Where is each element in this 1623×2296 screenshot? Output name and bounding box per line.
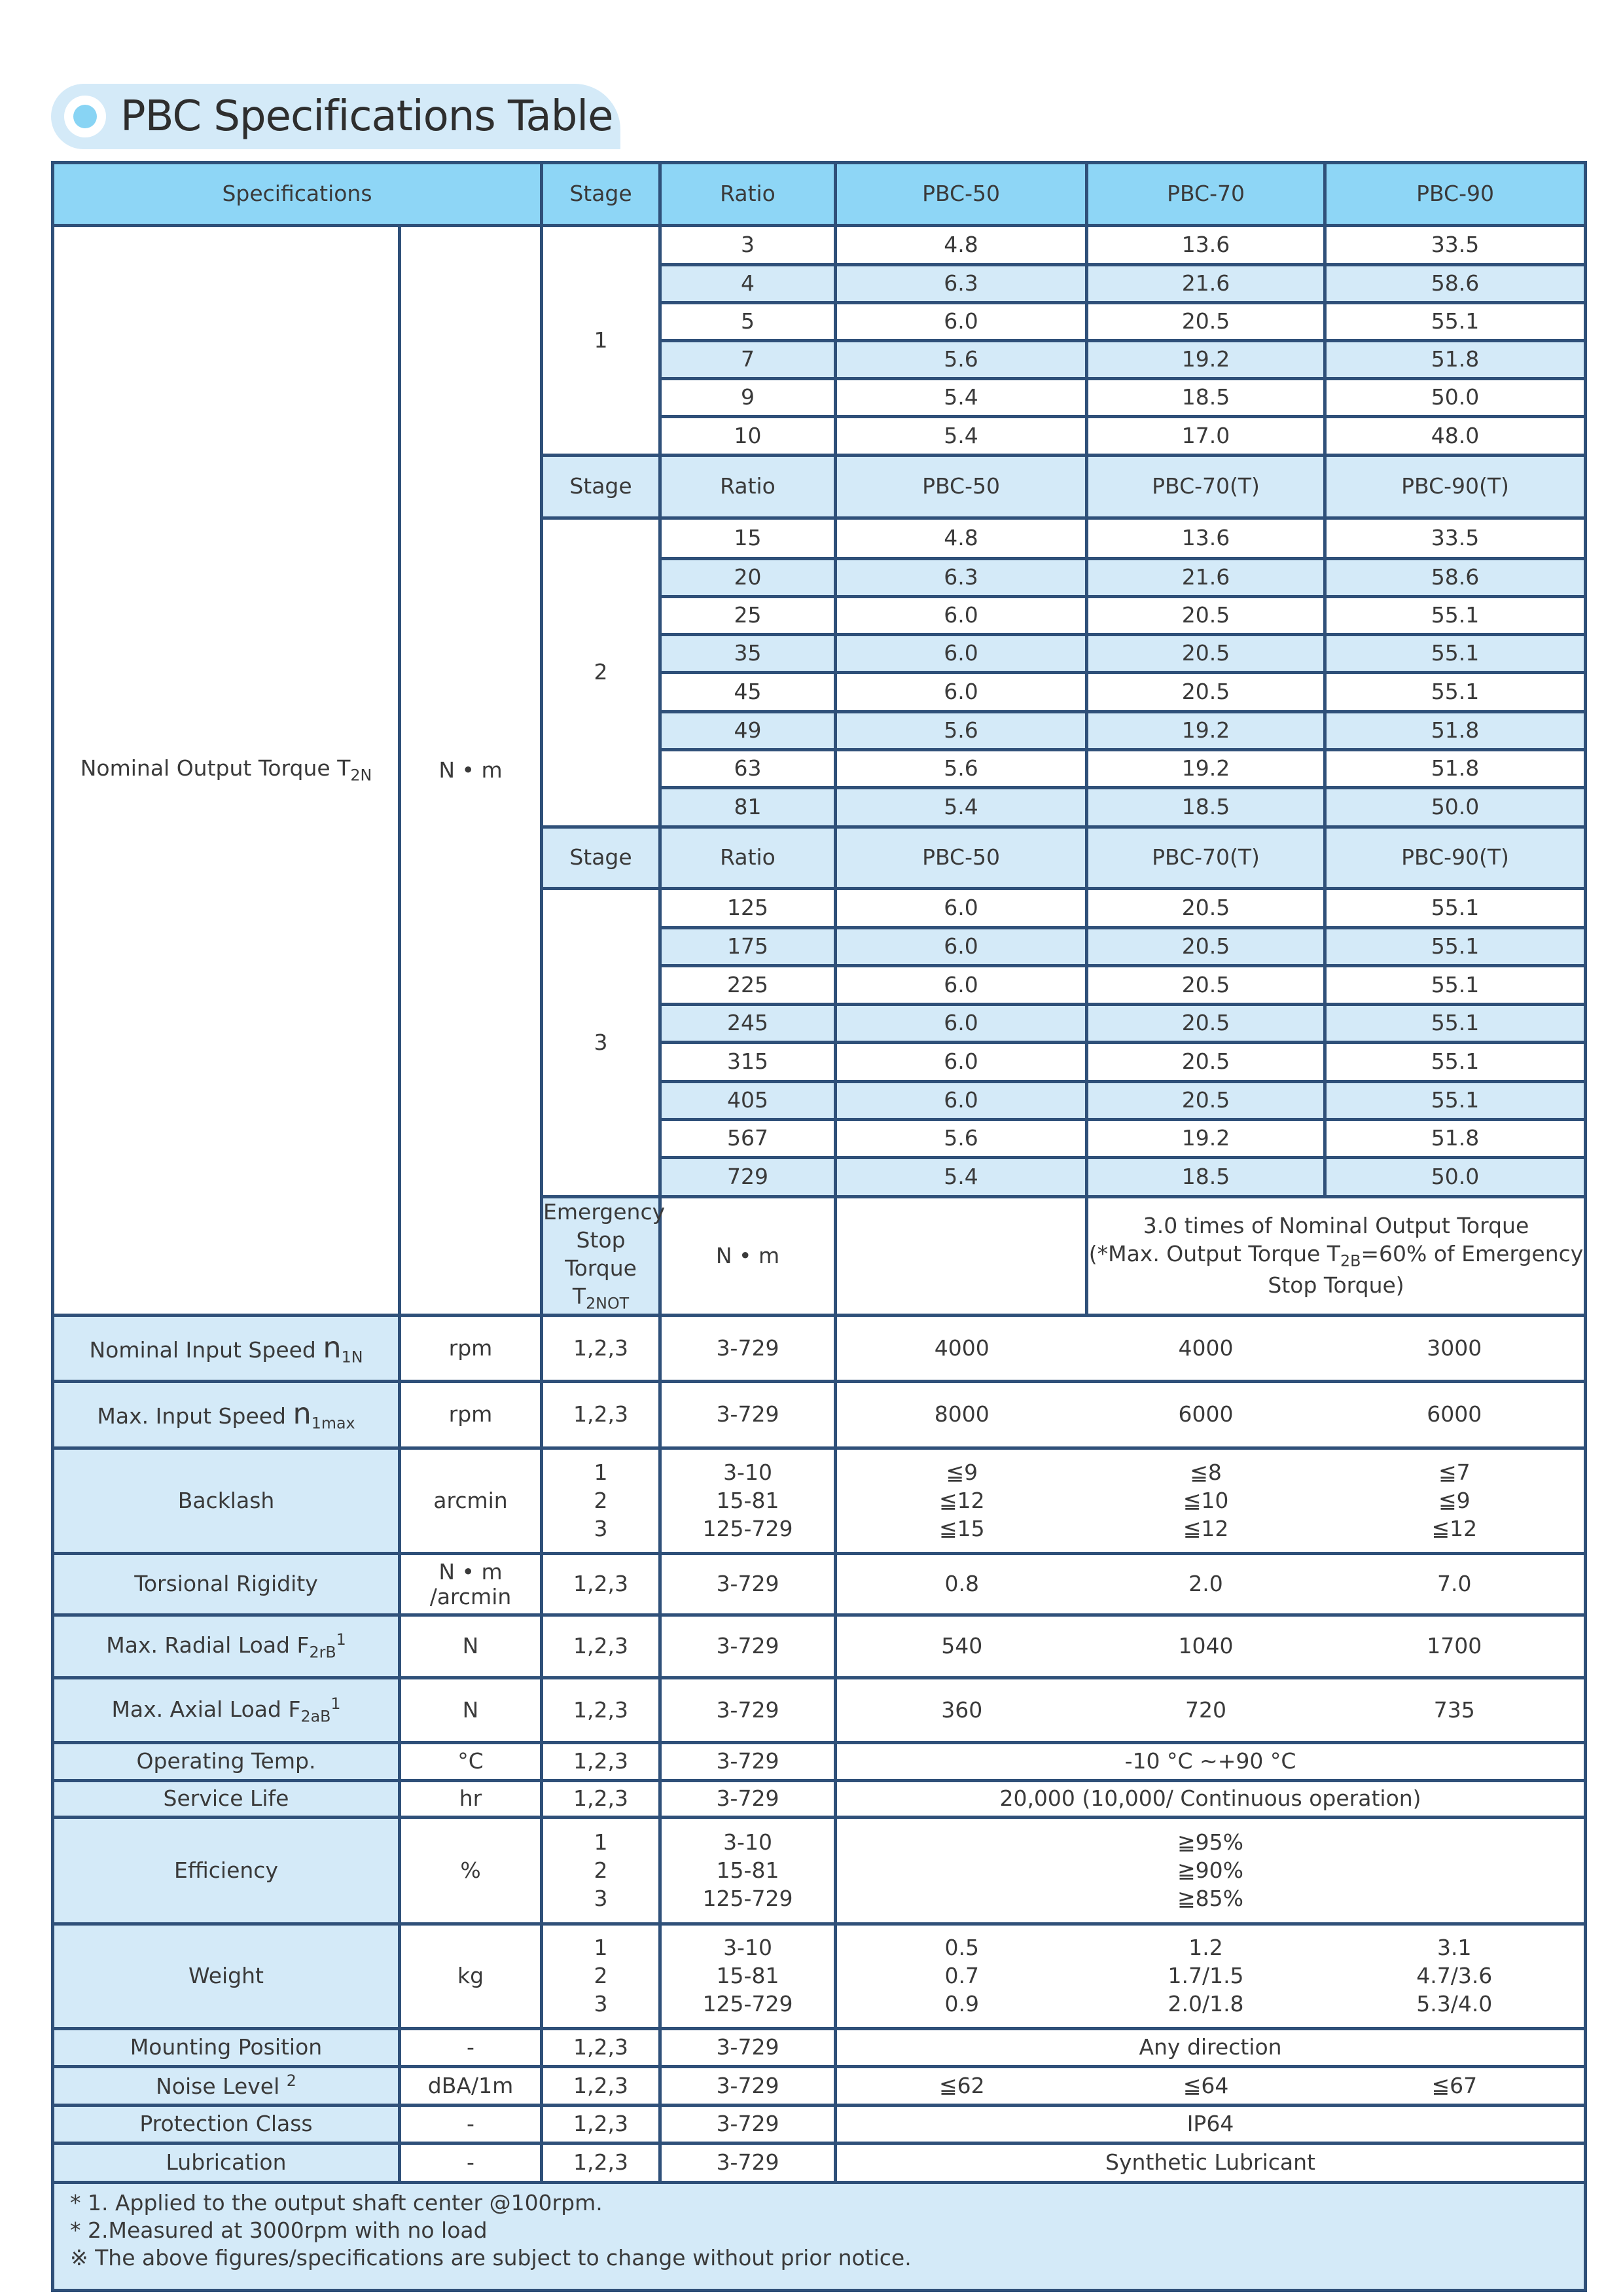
unit-cell: °C — [400, 1743, 542, 1781]
value-cell: -10 °C ~+90 °C — [836, 1743, 1586, 1781]
table-row-weight — [53, 1924, 1586, 2029]
value-cell: 0.8 — [836, 1554, 1087, 1615]
spec-label-backlash: Backlash — [53, 1448, 400, 1554]
table-notes-row — [53, 2183, 1586, 2291]
value-cell: 51.8 — [1325, 750, 1586, 788]
table-row-nominal-input-speed — [53, 1316, 1586, 1382]
ratio-cell: 315 — [660, 1043, 836, 1082]
ratio-cell: 405 — [660, 1082, 836, 1120]
stage-cell: 1 — [542, 226, 660, 456]
unit-cell: - — [400, 2029, 542, 2067]
value-cell: ≦62 — [836, 2067, 1087, 2106]
ratio-cell: 3-729 — [660, 1678, 836, 1743]
table-row-service-life — [53, 1781, 1586, 1818]
ratio-cell: 3-729 — [660, 2144, 836, 2183]
spec-label-operating-temp: Operating Temp. — [53, 1743, 400, 1781]
value-list: 3.1 4.7/3.6 5.3/4.0 — [1325, 1924, 1586, 2029]
value-cell: 20.5 — [1087, 597, 1325, 635]
sub-header-stage: Stage — [542, 456, 660, 518]
value-cell: 5.4 — [836, 417, 1087, 456]
table-header-row — [53, 163, 1586, 226]
value-cell: 4000 — [1087, 1316, 1325, 1382]
value-list: 1.2 1.7/1.5 2.0/1.8 — [1087, 1924, 1325, 2029]
spec-label-weight: Weight — [53, 1924, 400, 2029]
ratio-cell: 3-729 — [660, 1615, 836, 1678]
ratio-cell: 3-729 — [660, 1554, 836, 1615]
spec-label-torsional-rigidity: Torsional Rigidity — [53, 1554, 400, 1615]
stage-cell: 1,2,3 — [542, 2144, 660, 2183]
value-cell: 55.1 — [1325, 966, 1586, 1005]
ratio-cell: 63 — [660, 750, 836, 788]
table-row-noise-level — [53, 2067, 1586, 2106]
spec-label-lubrication: Lubrication — [53, 2144, 400, 2183]
unit-cell: % — [400, 1818, 542, 1924]
ratio-cell: 9 — [660, 379, 836, 417]
value-cell: 20.5 — [1087, 303, 1325, 341]
unit-cell: N — [400, 1678, 542, 1743]
unit-cell: rpm — [400, 1316, 542, 1382]
table-row-protection-class — [53, 2106, 1586, 2144]
emergency-stop-value: 3.0 times of Nominal Output Torque (*Max. Output Torque $T_{2B}=60\%$ of Emergency Stop Torque) — [1087, 1197, 1586, 1316]
spec-label-noise-level: Noise Level $^2$ — [53, 2067, 400, 2106]
value-cell: 13.6 — [1087, 518, 1325, 559]
spec-label-max-input-speed: Max. Input Speed $n_{1max}$ — [53, 1382, 400, 1448]
value-cell: 5.6 — [836, 1120, 1087, 1158]
value-cell: 1040 — [1087, 1615, 1325, 1678]
ratio-cell: 125 — [660, 889, 836, 928]
stage-cell: 1,2,3 — [542, 1678, 660, 1743]
ratio-cell: 5 — [660, 303, 836, 341]
unit-cell: - — [400, 2106, 542, 2144]
value-cell: 55.1 — [1325, 303, 1586, 341]
header-model: PBC-90 — [1325, 163, 1586, 226]
value-list: ≦7 ≦9 ≦12 — [1325, 1448, 1586, 1554]
value-cell: 6000 — [1087, 1382, 1325, 1448]
spec-label-nominal-input-speed: Nominal Input Speed $n_{1N}$ — [53, 1316, 400, 1382]
ratio-cell: 3 — [660, 226, 836, 265]
value-cell: 6.0 — [836, 1005, 1087, 1043]
ratio-cell: 3-729 — [660, 2029, 836, 2067]
sub-header-model: PBC-50 — [836, 456, 1087, 518]
value-cell: 58.6 — [1325, 265, 1586, 303]
value-cell: 19.2 — [1087, 712, 1325, 750]
value-cell: 50.0 — [1325, 788, 1586, 827]
value-cell: 720 — [1087, 1678, 1325, 1743]
value-cell: 6.0 — [836, 303, 1087, 341]
value-cell: 6000 — [1325, 1382, 1586, 1448]
table-row-backlash — [53, 1448, 1586, 1554]
header-stage: Stage — [542, 163, 660, 226]
value-cell: Synthetic Lubricant — [836, 2144, 1586, 2183]
value-cell: 55.1 — [1325, 1082, 1586, 1120]
value-cell: 6.3 — [836, 559, 1087, 597]
value-cell: 2.0 — [1087, 1554, 1325, 1615]
header-model: PBC-70 — [1087, 163, 1325, 226]
value-cell: 55.1 — [1325, 597, 1586, 635]
value-list: ≧95% ≧90% ≧85% — [836, 1818, 1586, 1924]
sub-header-model: PBC-90(T) — [1325, 456, 1586, 518]
header-model: PBC-50 — [836, 163, 1087, 226]
ratio-cell: 3-729 — [660, 1781, 836, 1818]
value-cell: 5.6 — [836, 341, 1087, 379]
value-cell: 13.6 — [1087, 226, 1325, 265]
value-cell: 6.0 — [836, 597, 1087, 635]
stage-cell: 1,2,3 — [542, 2067, 660, 2106]
header-ratio: Ratio — [660, 163, 836, 226]
value-cell: 50.0 — [1325, 379, 1586, 417]
value-cell: IP64 — [836, 2106, 1586, 2144]
ratio-cell: 4 — [660, 265, 836, 303]
table-row-lubrication — [53, 2144, 1586, 2183]
table-row-efficiency — [53, 1818, 1586, 1924]
value-cell: 360 — [836, 1678, 1087, 1743]
unit-nominal-output-torque: N • m — [400, 226, 542, 1316]
value-cell: 6.0 — [836, 1043, 1087, 1082]
unit-cell: N • m — [660, 1197, 836, 1316]
footnote: * 2.Measured at 3000rpm with no load — [70, 2217, 488, 2244]
value-cell: 4000 — [836, 1316, 1087, 1382]
page-title: PBC Specifications Table — [120, 92, 613, 141]
stage-cell: 3 — [542, 889, 660, 1197]
unit-cell: N • m /arcmin — [400, 1554, 542, 1615]
sub-header-model: PBC-70(T) — [1087, 827, 1325, 889]
unit-cell: arcmin — [400, 1448, 542, 1554]
value-cell: 4.8 — [836, 226, 1087, 265]
value-cell: 1700 — [1325, 1615, 1586, 1678]
value-cell: 55.1 — [1325, 1005, 1586, 1043]
footnote: * 1. Applied to the output shaft center @100rpm. — [70, 2190, 603, 2216]
stage-cell — [836, 1197, 1087, 1316]
value-cell: 51.8 — [1325, 341, 1586, 379]
ratio-cell: 225 — [660, 966, 836, 1005]
value-cell: 55.1 — [1325, 1043, 1586, 1082]
stage-cell: 1,2,3 — [542, 1316, 660, 1382]
value-cell: 55.1 — [1325, 673, 1586, 712]
value-cell: 5.6 — [836, 712, 1087, 750]
spec-label-mounting-position: Mounting Position — [53, 2029, 400, 2067]
value-cell: 18.5 — [1087, 1158, 1325, 1197]
value-cell: 20.5 — [1087, 1082, 1325, 1120]
ratio-cell: 3-729 — [660, 1382, 836, 1448]
ratio-cell: 7 — [660, 341, 836, 379]
ratio-cell: 567 — [660, 1120, 836, 1158]
stage-list: 1 2 3 — [542, 1924, 660, 2029]
value-cell: 6.0 — [836, 928, 1087, 966]
specifications-table — [51, 161, 1587, 2292]
table-row-operating-temp — [53, 1743, 1586, 1781]
ratio-cell: 245 — [660, 1005, 836, 1043]
stage-list: 1 2 3 — [542, 1448, 660, 1554]
sub-header-model: PBC-50 — [836, 827, 1087, 889]
ratio-cell: 15 — [660, 518, 836, 559]
value-cell: 540 — [836, 1615, 1087, 1678]
value-cell: 6.0 — [836, 966, 1087, 1005]
value-list: 0.5 0.7 0.9 — [836, 1924, 1087, 2029]
stage-list: 1 2 3 — [542, 1818, 660, 1924]
value-cell: 20.5 — [1087, 635, 1325, 673]
value-cell: Any direction — [836, 2029, 1586, 2067]
value-cell: 58.6 — [1325, 559, 1586, 597]
ratio-cell: 25 — [660, 597, 836, 635]
value-list: ≦8 ≦10 ≦12 — [1087, 1448, 1325, 1554]
value-cell: 6.3 — [836, 265, 1087, 303]
stage-cell: 1,2,3 — [542, 1554, 660, 1615]
bullet-circle-icon — [64, 96, 106, 137]
spec-label-emergency-stop: Emergency Stop Torque $T_{2NOT}$ — [542, 1197, 660, 1316]
unit-cell: N — [400, 1615, 542, 1678]
value-cell: 55.1 — [1325, 889, 1586, 928]
stage-cell: 1,2,3 — [542, 1781, 660, 1818]
ratio-cell: 81 — [660, 788, 836, 827]
table-row-torsional-rigidity — [53, 1554, 1586, 1615]
value-cell: 3000 — [1325, 1316, 1586, 1382]
value-cell: 7.0 — [1325, 1554, 1586, 1615]
value-cell: 5.4 — [836, 379, 1087, 417]
value-cell: 5.4 — [836, 1158, 1087, 1197]
value-cell: 48.0 — [1325, 417, 1586, 456]
value-cell: 6.0 — [836, 889, 1087, 928]
ratio-cell: 45 — [660, 673, 836, 712]
sub-header-stage: Stage — [542, 827, 660, 889]
unit-cell: hr — [400, 1781, 542, 1818]
unit-cell: - — [400, 2144, 542, 2183]
stage-cell: 1,2,3 — [542, 2106, 660, 2144]
spec-label-axial-load: Max. Axial Load $F_{2aB}^1$ — [53, 1678, 400, 1743]
ratio-cell: 49 — [660, 712, 836, 750]
sub-header-ratio: Ratio — [660, 827, 836, 889]
unit-cell: rpm — [400, 1382, 542, 1448]
value-cell: 17.0 — [1087, 417, 1325, 456]
value-cell: 50.0 — [1325, 1158, 1586, 1197]
value-cell: 20.5 — [1087, 1005, 1325, 1043]
spec-label-radial-load: Max. Radial Load $F_{2rB}^1$ — [53, 1615, 400, 1678]
table-row — [53, 226, 1586, 265]
table-row-radial-load — [53, 1615, 1586, 1678]
value-cell: 8000 — [836, 1382, 1087, 1448]
ratio-cell: 10 — [660, 417, 836, 456]
sub-header-model: PBC-70(T) — [1087, 456, 1325, 518]
spec-label-nominal-output-torque: Nominal Output Torque $T_{2N}$ — [53, 226, 400, 1316]
value-cell: 19.2 — [1087, 341, 1325, 379]
footnote: ※ The above figures/specifications are subject to change without prior notice. — [70, 2245, 912, 2271]
value-cell: 5.6 — [836, 750, 1087, 788]
ratio-cell: 3-729 — [660, 2106, 836, 2144]
ratio-cell: 35 — [660, 635, 836, 673]
value-cell: 18.5 — [1087, 788, 1325, 827]
footnotes — [53, 2183, 1586, 2291]
value-cell: 5.4 — [836, 788, 1087, 827]
header-specifications: Specifications — [53, 163, 542, 226]
stage-cell: 1,2,3 — [542, 1743, 660, 1781]
ratio-cell: 729 — [660, 1158, 836, 1197]
value-cell: 20.5 — [1087, 928, 1325, 966]
value-cell: 20.5 — [1087, 673, 1325, 712]
table-row-axial-load — [53, 1678, 1586, 1743]
value-cell: 21.6 — [1087, 265, 1325, 303]
unit-cell: dBA/1m — [400, 2067, 542, 2106]
ratio-cell: 175 — [660, 928, 836, 966]
value-cell: ≦67 — [1325, 2067, 1586, 2106]
value-cell: 19.2 — [1087, 750, 1325, 788]
ratio-cell: 20 — [660, 559, 836, 597]
value-cell: 20.5 — [1087, 1043, 1325, 1082]
sub-header-ratio: Ratio — [660, 456, 836, 518]
value-cell: 20.5 — [1087, 966, 1325, 1005]
unit-cell: kg — [400, 1924, 542, 2029]
ratio-list: 3-10 15-81 125-729 — [660, 1448, 836, 1554]
value-cell: 4.8 — [836, 518, 1087, 559]
ratio-list: 3-10 15-81 125-729 — [660, 1924, 836, 2029]
value-cell: 6.0 — [836, 635, 1087, 673]
value-cell: 21.6 — [1087, 559, 1325, 597]
ratio-cell: 3-729 — [660, 1316, 836, 1382]
ratio-cell: 3-729 — [660, 2067, 836, 2106]
sub-header-model: PBC-90(T) — [1325, 827, 1586, 889]
value-list: ≦9 ≦12 ≦15 — [836, 1448, 1087, 1554]
value-cell: ≦64 — [1087, 2067, 1325, 2106]
spec-label-efficiency: Efficiency — [53, 1818, 400, 1924]
value-cell: 51.8 — [1325, 712, 1586, 750]
value-cell: 18.5 — [1087, 379, 1325, 417]
value-cell: 735 — [1325, 1678, 1586, 1743]
ratio-cell: 3-729 — [660, 1743, 836, 1781]
spec-label-service-life: Service Life — [53, 1781, 400, 1818]
value-cell: 6.0 — [836, 673, 1087, 712]
value-cell: 6.0 — [836, 1082, 1087, 1120]
table-row-max-input-speed — [53, 1382, 1586, 1448]
value-cell: 20,000 (10,000/ Continuous operation) — [836, 1781, 1586, 1818]
stage-cell: 1,2,3 — [542, 1615, 660, 1678]
value-cell: 19.2 — [1087, 1120, 1325, 1158]
value-cell: 55.1 — [1325, 928, 1586, 966]
stage-cell: 2 — [542, 518, 660, 827]
value-cell: 51.8 — [1325, 1120, 1586, 1158]
spec-label-protection-class: Protection Class — [53, 2106, 400, 2144]
ratio-list: 3-10 15-81 125-729 — [660, 1818, 836, 1924]
value-cell: 20.5 — [1087, 889, 1325, 928]
stage-cell: 1,2,3 — [542, 2029, 660, 2067]
table-row-mounting-position — [53, 2029, 1586, 2067]
stage-cell: 1,2,3 — [542, 1382, 660, 1448]
value-cell: 55.1 — [1325, 635, 1586, 673]
value-cell: 33.5 — [1325, 518, 1586, 559]
value-cell: 33.5 — [1325, 226, 1586, 265]
